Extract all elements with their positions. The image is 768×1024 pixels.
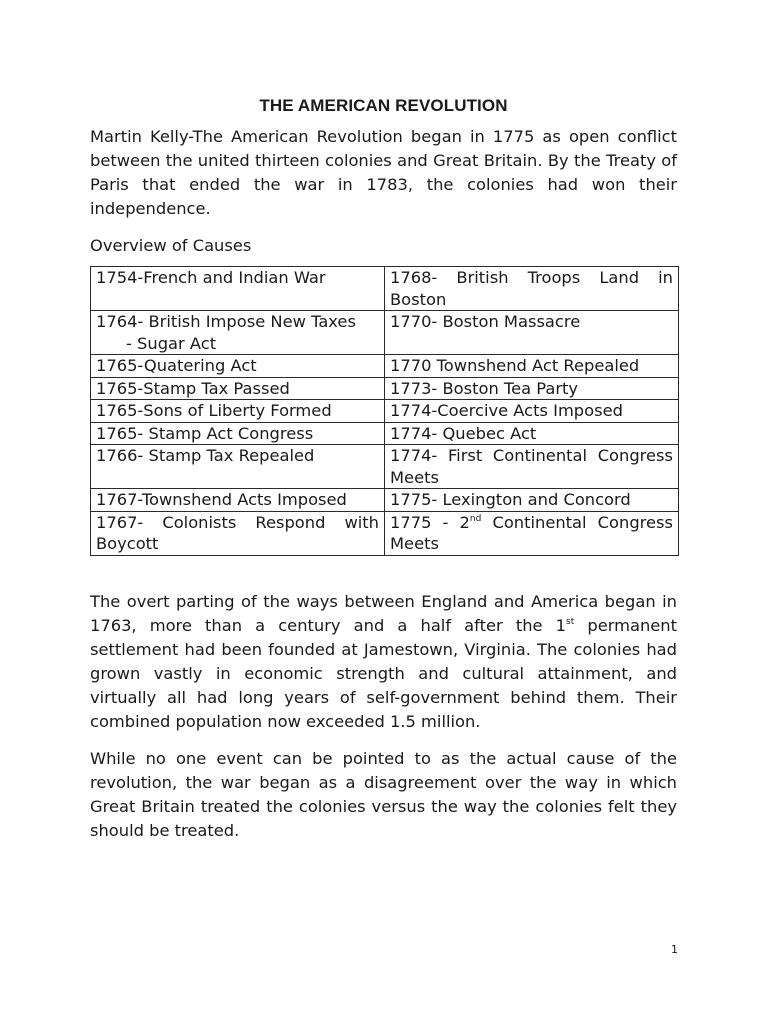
table-row bbox=[91, 511, 679, 555]
ordinal-superscript: nd bbox=[469, 513, 482, 524]
timeline-cell-left: 1766- Stamp Tax Repealed bbox=[91, 445, 385, 489]
table-row bbox=[91, 489, 679, 512]
ordinal-superscript: st bbox=[566, 616, 575, 627]
timeline-cell-left: 1765-Quatering Act bbox=[91, 355, 385, 378]
timeline-cell-left: 1765-Stamp Tax Passed bbox=[91, 377, 385, 400]
timeline-cell-text: 1775 - 2 bbox=[390, 512, 470, 532]
table-row bbox=[91, 400, 679, 423]
overview-heading: Overview of Causes bbox=[90, 236, 252, 255]
table-row bbox=[91, 422, 679, 445]
body-paragraph-2: While no one event can be pointed to as the actual cause of the revolution, the war began as a disagreement over the way in which Great Britain treated the colonies versus the way the colonies felt they should be treated. bbox=[90, 748, 677, 840]
timeline-cell-left: 1754-French and Indian War bbox=[91, 267, 385, 311]
table-row bbox=[91, 267, 679, 311]
causes-timeline-table bbox=[90, 266, 679, 556]
timeline-cell-right: 1770- Boston Massacre bbox=[385, 311, 679, 355]
timeline-cell-right: 1773- Boston Tea Party bbox=[385, 377, 679, 400]
timeline-cell-left: 1765-Sons of Liberty Formed bbox=[91, 400, 385, 423]
timeline-cell-left: 1767-Townshend Acts Imposed bbox=[91, 489, 385, 512]
paragraph-text: The overt parting of the ways between England and America began in 1763, more than a century and a half after the 1 bbox=[90, 591, 677, 635]
timeline-cell-right: 1775- Lexington and Concord bbox=[385, 489, 679, 512]
table-row bbox=[91, 377, 679, 400]
timeline-cell-right: 1774- Quebec Act bbox=[385, 422, 679, 445]
timeline-subitem: - Sugar Act bbox=[126, 333, 217, 353]
table-row bbox=[91, 355, 679, 378]
timeline-cell-text: 1764- British Impose New Taxes bbox=[96, 312, 356, 331]
page-number: 1 bbox=[671, 943, 678, 956]
timeline-cell-left: 1767- Colonists Respond with Boycott bbox=[91, 511, 385, 555]
intro-paragraph: Martin Kelly-The American Revolution began in 1775 as open conflict between the united thirteen colonies and Great Britain. By the Treaty of Paris that ended the war in 1783, the colonies had won their independence. bbox=[90, 127, 677, 218]
document-title: THE AMERICAN REVOLUTION bbox=[259, 96, 508, 115]
body-paragraph-1 bbox=[90, 590, 677, 734]
timeline-cell-right bbox=[385, 511, 679, 555]
document-page bbox=[90, 94, 677, 843]
timeline-cell-right: 1770 Townshend Act Repealed bbox=[385, 355, 679, 378]
timeline-cell-left: 1765- Stamp Act Congress bbox=[91, 422, 385, 445]
timeline-cell-text: Continental Congress Meets bbox=[390, 512, 673, 553]
timeline-cell-right: 1774-Coercive Acts Imposed bbox=[385, 400, 679, 423]
timeline-cell-right: 1768- British Troops Land in Boston bbox=[385, 267, 679, 311]
paragraph-text: permanent settlement had been founded at Jamestown, Virginia. The colonies had grown vastly in economic strength and cultural attainment, and virtually all had long years of self-government behind them. Their combined population now exceeded 1.5 million. bbox=[90, 615, 678, 731]
table-row bbox=[91, 445, 679, 489]
timeline-cell-right: 1774- First Continental Congress Meets bbox=[385, 445, 679, 489]
timeline-cell-left bbox=[91, 311, 385, 355]
table-row bbox=[91, 311, 679, 355]
